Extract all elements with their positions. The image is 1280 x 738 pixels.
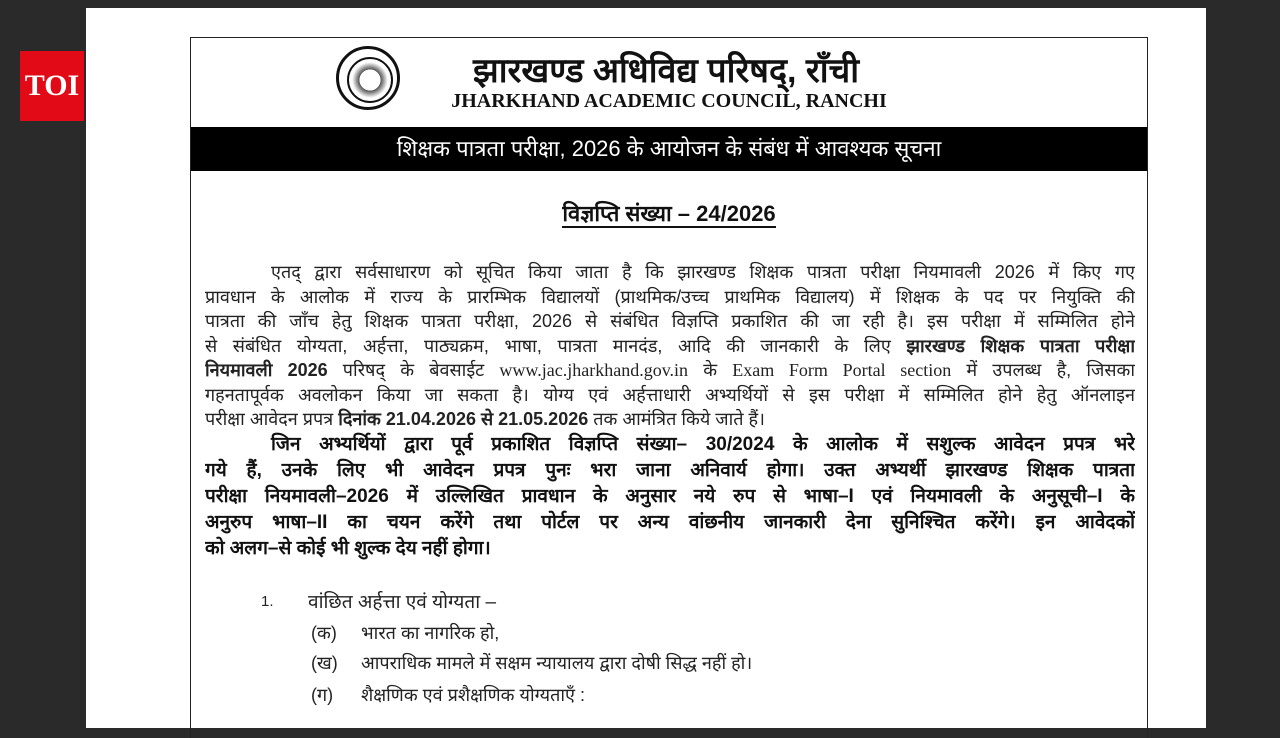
bold-text: गये हैं, उनके लिए भी आवेदन प्रपत्र पुनः भरा जाना अनिवार्य होगा। उक्त अभ्यर्थी झारखण्ड शिक्षक पात्रता xyxy=(205,459,1135,481)
paragraph-line xyxy=(205,358,1135,383)
text-segment: के xyxy=(688,360,733,380)
bold-text: नियमावली 2026 xyxy=(205,360,328,380)
section-heading: वांछित अर्हत्ता एवं योग्यता – xyxy=(308,592,497,613)
text-segment: से संबंधित योग्यता, अर्हत्ता, पाठ्यक्रम, भाषा, पात्रता मानदंड, आदि की जानकारी के लिए xyxy=(205,335,907,356)
paragraph-line xyxy=(205,407,1135,432)
list-item-text: भारत का नागरिक हो, xyxy=(361,623,500,643)
text-segment: www.jac.jharkhand.gov.in xyxy=(499,360,689,380)
council-title-english: JHARKHAND ACADEMIC COUNCIL, RANCHI xyxy=(451,90,887,112)
text-segment: गहनतापूर्वक अवलोकन किया जा सकता है। योग्य एवं अर्हत्ताधारी अभ्यर्थियों से इस परीक्षा में सम्मिलित होने हेतु ऑनलाइन xyxy=(205,384,1135,405)
council-title-hindi: झारखण्ड अधिविद्य परिषद्, राँची xyxy=(472,52,859,90)
paragraph-line xyxy=(205,458,1135,484)
text-segment: परिषद् के बेवसाईट xyxy=(327,360,500,380)
paragraph-line xyxy=(205,260,1135,285)
list-item-label: (ख) xyxy=(311,653,338,673)
bold-text: दिनांक 21.04.2026 से 21.05.2026 xyxy=(338,409,589,429)
text-segment: परीक्षा आवेदन प्रपत्र xyxy=(205,409,339,429)
paragraph-line xyxy=(205,285,1135,310)
paragraph-line xyxy=(205,510,1135,536)
bold-text: को अलग–से कोई भी शुल्क देय नहीं होगा। xyxy=(205,537,491,559)
document-page xyxy=(86,8,1206,728)
text-segment: पात्रता की जाँच हेतु शिक्षक पात्रता परीक्षा, 2026 से संबंधित विज्ञप्ति प्रकाशित की जा रही है। इस परीक्षा में सम्मिलित होने xyxy=(205,311,1135,331)
bold-text: जिन अभ्यर्थियों द्वारा पूर्व प्रकाशित विज्ञप्ति संख्या– 30/2024 के आलोक में सशुल्क आवेदन प्रपत्र भरे xyxy=(271,433,1135,455)
text-segment: में उपलब्ध है, जिसका xyxy=(951,360,1135,380)
bold-text: झारखण्ड शिक्षक पात्रता परीक्षा xyxy=(906,335,1135,356)
text-segment: एतद् द्वारा सर्वसाधारण को सूचित किया जाता है कि झारखण्ड शिक्षक पात्रता परीक्षा नियमावली 2026 में किए गए xyxy=(271,262,1135,282)
paragraph-line xyxy=(205,484,1135,510)
text-segment: प्रावधान के आलोक में राज्य के प्रारम्भिक विद्यालयों (प्राथमिक/उच्च प्राथमिक विद्यालय) में शिक्षक के पद पर नियुक्ति की xyxy=(205,286,1135,307)
paragraph-line xyxy=(205,383,1135,408)
paragraph-line xyxy=(205,309,1135,334)
paragraph-line xyxy=(205,536,1135,562)
bold-text: परीक्षा नियमावली–2026 में उल्लिखित प्रावधान के अनुसार नये रुप से भाषा–I एवं नियमावली के अनुसूची–I के xyxy=(205,485,1135,507)
notice-number-text: विज्ञप्ति संख्या – 24/2026 xyxy=(562,201,776,226)
toi-logo: TOI xyxy=(20,51,84,121)
notice-frame xyxy=(190,37,1148,738)
list-item-label: (ग) xyxy=(311,685,334,705)
notice-number xyxy=(191,198,1147,228)
list-item-text: आपराधिक मामले में सक्षम न्यायालय द्वारा दोषी सिद्ध नहीं हो। xyxy=(361,653,753,673)
paragraph-line xyxy=(205,334,1135,359)
notice-body xyxy=(205,260,1135,562)
paragraph-line xyxy=(205,432,1135,458)
text-segment: तक आमंत्रित किये जाते हैं। xyxy=(588,409,765,429)
text-segment: Exam Form Portal section xyxy=(732,360,952,380)
bold-text: अनुरुप भाषा–II का चयन करेंगे तथा पोर्टल पर अन्य वांछनीय जानकारी देना सुनिश्चित करेंगे। इन आवेदकों xyxy=(205,511,1135,533)
section-number: 1. xyxy=(261,593,274,610)
list-item-label: (क) xyxy=(311,623,337,643)
list-item-text: शैक्षणिक एवं प्रशैक्षणिक योग्यताएँ : xyxy=(361,685,585,705)
notice-banner: शिक्षक पात्रता परीक्षा, 2026 के आयोजन के संबंध में आवश्यक सूचना xyxy=(191,127,1147,171)
